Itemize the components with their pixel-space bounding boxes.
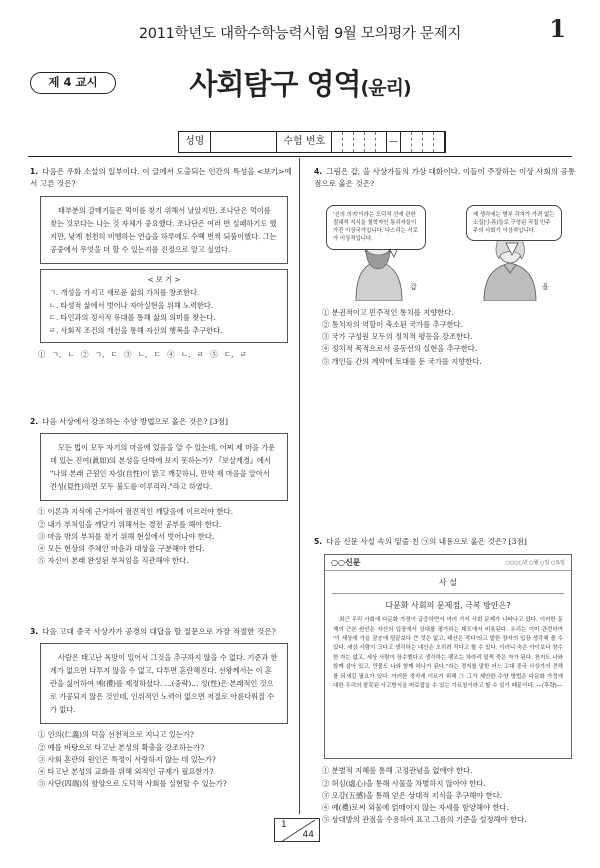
- question-number: 4.: [314, 167, 323, 176]
- bogi-item: ㄷ. 타인과의 정서적 유대를 통해 삶의 의미를 찾는다.: [49, 313, 216, 323]
- newspaper-rule: [332, 593, 564, 594]
- exam-number-cell[interactable]: [343, 132, 354, 152]
- exam-number-cell[interactable]: [401, 132, 412, 152]
- bogi-title: < 보 기 >: [147, 274, 181, 284]
- bogi-item: ㄱ. 개성을 가지고 새로운 삶의 가치를 창조한다.: [49, 288, 200, 298]
- exam-header-title: 2011학년도 대학수학능력시험 9월 모의평가 문제지: [138, 26, 462, 42]
- answer-choice[interactable]: ② 내가 부처임을 깨닫기 위해서는 경전 공부를 해야 한다.: [38, 519, 222, 529]
- bogi-item: ㄹ. 사회적 조건의 개선을 통해 자신의 행복을 추구한다.: [49, 325, 223, 335]
- answer-choice[interactable]: ④ 모든 현상의 주체인 마음과 대상을 구분해야 한다.: [38, 544, 205, 554]
- answer-choice[interactable]: ⑤ 자신이 본래 완성된 부처임을 직관해야 한다.: [38, 556, 189, 566]
- question-stem: [314, 166, 576, 191]
- bogi-box: [40, 269, 288, 344]
- question-stem: [30, 626, 292, 638]
- newspaper-clipping: [324, 554, 572, 759]
- answer-choice[interactable]: ③ 국가 구성원 모두의 정치적 평등을 강조한다.: [322, 332, 473, 342]
- exam-number-label: 수험 번호: [277, 132, 332, 152]
- page-footer: [274, 818, 320, 842]
- bogi-item: ㄴ. 타성적 삶에서 벗어나 자아실현을 위해 노력한다.: [49, 300, 214, 310]
- answer-choice[interactable]: ① 분권적이고 민주적인 통치를 지향한다.: [322, 307, 454, 317]
- question-number: 1.: [30, 167, 39, 176]
- period-badge: 제 4 교시: [30, 72, 116, 94]
- question-4: [314, 166, 576, 368]
- question-5: [314, 536, 576, 826]
- answer-choice[interactable]: ① 인의(仁義)의 덕을 선천적으로 지니고 있는가?: [38, 730, 194, 740]
- name-label: 성명: [179, 132, 211, 152]
- exam-number-cell[interactable]: [365, 132, 376, 152]
- column-divider: [299, 158, 300, 814]
- answer-choice[interactable]: ③ 사회 혼란의 원인은 특정이 사랑하지 않는 데 있는가?: [38, 754, 216, 764]
- speaker-label-b: 을: [542, 282, 549, 291]
- dialogue-cartoon: [316, 197, 572, 301]
- question-stem: [314, 536, 576, 548]
- answer-choice[interactable]: ② 허심(虛心)을 통해 사물을 차별하지 않아야 한다.: [322, 778, 486, 788]
- exam-number-cell[interactable]: [423, 132, 434, 152]
- answer-choice[interactable]: ④ 예(禮)로써 외물에 얽매이지 않는 자세를 함양해야 한다.: [322, 803, 509, 813]
- answer-choice[interactable]: ① 이론과 지식에 근거하여 점진적인 깨달음에 이르러야 한다.: [38, 507, 234, 517]
- subject-name: 사회탐구 영역: [189, 67, 361, 101]
- question-passage: 모든 법이 모두 자기의 마음에 있음을 알 수 있는데, 어찌 제 마음 가운데 있는 진여(眞如)의 본성을 단박에 보지 못하는가? 『보살계경』에서 "나의 본래 근원인 자성(自性)이 맑고 깨끗하니, 만약 제 마음을 알아서 견성(見性)하면 모두 불도를 이루리라."라고 하였다.: [40, 433, 288, 501]
- question-number: 3.: [30, 627, 39, 636]
- answer-choice[interactable]: ⑤ 사단(四端)의 함양으로 도덕적 사회를 실현할 수 있는가?: [38, 779, 227, 789]
- question-passage: 태부분의 갈매기들은 먹이를 찾기 위해서 날았지만, 조나단은 먹이를 찾는 것보다는 나는 것 자체가 중요했다. 조나단은 여러 번 실패하기도 했지만, 낮게 천천히 비행하는 연습을 하루에도 수백 번씩 되풀이했다. 그는 공중에서 무엇을 더 할 수 있는지를 진정으로 알고 싶었다.: [40, 196, 288, 264]
- student-id-bar: [178, 131, 446, 153]
- question-stem: [30, 166, 292, 191]
- exam-number-cell[interactable]: [354, 132, 365, 152]
- answer-choice[interactable]: ③ 마음 밖의 부처를 찾기 위해 현실에서 벗어나야 한다.: [38, 531, 215, 541]
- answer-choice[interactable]: ④ 타고난 본성의 교화를 위해 외적인 규제가 필요한가?: [38, 767, 214, 777]
- name-box[interactable]: [211, 132, 277, 152]
- exam-number-cell[interactable]: [412, 132, 423, 152]
- header-divider: [28, 156, 572, 157]
- exam-number-cell[interactable]: [434, 132, 445, 152]
- question-text: 다음 사상에서 강조하는 수양 방법으로 옳은 것은? [3점]: [42, 417, 228, 426]
- question-passage: 사람은 태고난 욕망이 있어서 그것을 추구하지 않을 수 없다. 기준과 한계가 없으면 다투지 않을 수 없고, 다투면 혼란해진다. 선왕께서는 이 혼란을 싫어하여 예(禮)를 제정하셨다. …(중략)… 성(性)은 본래적인 것으로 가공되지 않은 것인데, 인위적인 노력이 없으면 저절로 아름다워질 수가 없다.: [40, 643, 288, 724]
- exam-number-cell[interactable]: [332, 132, 343, 152]
- question-text: 다음 고대 중국 사상가가 공경의 대답을 할 질문으로 가장 적절한 것은?: [42, 627, 276, 636]
- question-text: 다음은 우화 소설의 일부이다. 이 글에서 도출되는 인간의 특성을 <보기>에서 고른 것은?: [30, 167, 292, 189]
- answer-choice[interactable]: ⑤ 상대방의 관점을 수용하여 표고 그름의 기준을 설정해야 한다.: [322, 815, 527, 825]
- newspaper-section: 사 설: [439, 578, 457, 588]
- speech-bubble-a: '신의 의지'이라는 도덕적 선에 관한 절대적 지식을 철학자인 통치자들이 가진 이상국가입니다. 다스리는 서로가 이상적입니다.: [326, 205, 426, 250]
- answer-choice[interactable]: ④ 정치적 목적으로서 공동선의 실현을 추구한다.: [322, 344, 478, 354]
- question-text: 그림은 갑, 을 사상가들의 가상 대화이다. 이들이 주장하는 이상 사회의 공통점으로 옳은 것은?: [314, 167, 576, 189]
- subject-paren: (윤리): [360, 77, 411, 99]
- answer-choice[interactable]: ⑤ 개인들 간의 계약에 토대를 둔 국가를 지향한다.: [322, 356, 482, 366]
- question-3: [30, 626, 292, 790]
- newspaper-body: 최근 우리 사회에 다문화 가정이 급증하면서 여러 가지 사회 문제가 나타나고 있다. 이러한 문제의 근본 원인은 자신의 입장에서 상대를 평가하는 태도에서 비롯된다. 우리는 이미 관련하여 '이 세상에 가을 잠승에 털끝보다 큰 것은 없고, 태산은 작다'라고 말한 장자의 입장 생각해 볼 수 있다. 세상 사람이 크다고 생각하는 대산은 오히려 작다고 할 수 있다. 이러니 숙은 아이보다 장수한 자는 없고, 세상 사람이 장수했다고 생각하는 팽조는 차라리 일찍 죽은 자가 된다. 천지도 나와 함께 살아 있고, 만물도 나와 함께 하나가 된다."라는 경지를 말한 어느 고대 중국 사상가의 견해를 되새길 필요가 있다. 이러한 경지에 이르기 위해 ㉠ 그가 제안한 수양 방법은 다문화 가정에 대한 우리의 잘못된 사고방식을 바로잡을 수 있는 가르침이라고 할 수 있기 때문이다. —(후략)—: [333, 617, 563, 690]
- question-number: 2.: [30, 417, 39, 426]
- answer-choice[interactable]: ② 통치자의 역할이 축소된 국가를 추구한다.: [322, 320, 464, 330]
- speech-bubble-b: 제 생각에는 범부 각자가 가려 없는 소질(小善)들로 구성된 직접 민주주의 사회가 이상적입니다.: [466, 205, 562, 242]
- answer-choice[interactable]: ③ 오감(五感)을 통해 얻은 상대적 지식을 추구해야 한다.: [322, 790, 503, 800]
- question-2: [30, 416, 292, 567]
- newspaper-date: ○○○○년 ○월 ○일 ○요일: [505, 559, 565, 566]
- footer-page: 1: [281, 820, 287, 830]
- footer-total: 44: [302, 830, 314, 840]
- subject-title: [0, 62, 600, 103]
- question-1: [30, 166, 292, 362]
- newspaper-masthead: [325, 555, 571, 571]
- answer-choices[interactable]: ① ㄱ, ㄴ ② ㄱ, ㄷ ③ ㄴ, ㄷ ④ ㄴ, ㄹ ⑤ ㄷ, ㄹ: [38, 350, 247, 360]
- newspaper-headline: 다문화 사회의 문제점, 극복 방안은?: [385, 600, 511, 610]
- exam-number-cell[interactable]: [376, 132, 387, 152]
- answer-choice[interactable]: ② 예를 바탕으로 타고난 본성의 확충을 강조하는가?: [38, 742, 205, 752]
- speaker-label-a: 갑: [410, 282, 417, 291]
- question-number: 5.: [314, 537, 323, 546]
- exam-number-dash: —: [387, 132, 401, 152]
- answer-choice[interactable]: ① 분별적 지혜를 통해 고정관념을 없애야 한다.: [322, 766, 473, 776]
- question-text: 다음 신문 사설 속의 밑줄 친 ㉠의 내용으로 옳은 것은? [3점]: [326, 537, 527, 546]
- newspaper-name: ○○신문: [331, 557, 361, 567]
- page-number: 1: [549, 14, 566, 43]
- question-stem: [30, 416, 292, 428]
